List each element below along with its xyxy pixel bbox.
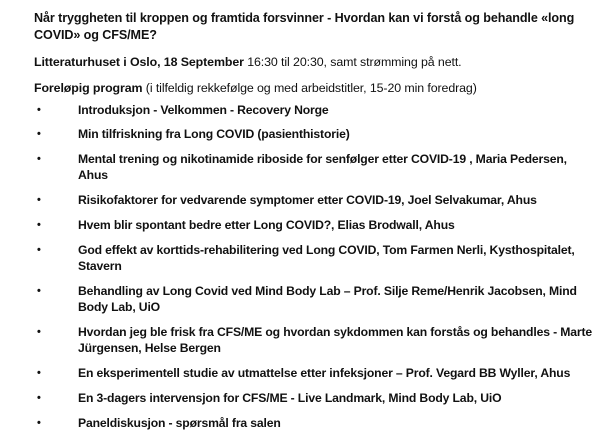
list-item-text: En eksperimentell studie av utmattelse etter infeksjoner – Prof. Vegard BB Wyller, Ahus <box>78 366 571 380</box>
list-item <box>34 324 599 356</box>
bullet-icon: • <box>37 104 41 116</box>
bullet-icon: • <box>37 219 41 231</box>
bullet-icon: • <box>37 244 41 256</box>
list-item <box>34 192 599 208</box>
list-item-text: Behandling av Long Covid ved Mind Body Lab – Prof. Silje Reme/Henrik Jacobsen, Mind Body Lab, UiO <box>78 284 577 314</box>
list-item <box>34 151 599 183</box>
bullet-icon: • <box>37 153 41 165</box>
list-item <box>34 415 599 431</box>
list-item-text: Min tilfriskning fra Long COVID (pasienthistorie) <box>78 127 350 141</box>
program-heading <box>34 80 599 96</box>
bullet-icon: • <box>37 285 41 297</box>
bullet-icon: • <box>37 326 41 338</box>
list-item-text: Paneldiskusjon - spørsmål fra salen <box>78 416 281 430</box>
list-item-text: God effekt av korttids-rehabilitering ved Long COVID, Tom Farmen Nerli, Kysthospitalet, Stavern <box>78 243 575 273</box>
bullet-icon: • <box>37 194 41 206</box>
list-item <box>34 390 599 406</box>
bullet-icon: • <box>37 392 41 404</box>
program-note: (i tilfeldig rekkefølge og med arbeidstitler, 15-20 min foredrag) <box>142 81 477 95</box>
list-item-text: En 3-dagers intervensjon for CFS/ME - Live Landmark, Mind Body Lab, UiO <box>78 391 502 405</box>
venue-time-streaming: 16:30 til 20:30, samt strømming på nett. <box>243 55 462 69</box>
bullet-icon: • <box>37 128 41 140</box>
list-item-text: Mental trening og nikotinamide riboside for senfølger etter COVID-19 , Maria Pedersen, Ahus <box>78 152 567 182</box>
list-item-text: Hvordan jeg ble frisk fra CFS/ME og hvordan sykdommen kan forstås og behandles - Marte Jürgensen, Helse Bergen <box>78 325 592 355</box>
list-item <box>34 283 599 315</box>
list-item-text: Hvem blir spontant bedre etter Long COVID?, Elias Brodwall, Ahus <box>78 218 455 232</box>
program-list <box>34 102 599 431</box>
bullet-icon: • <box>37 367 41 379</box>
list-item-text: Risikofaktorer for vedvarende symptomer etter COVID-19, Joel Selvakumar, Ahus <box>78 193 537 207</box>
venue-place-date: Litteraturhuset i Oslo, 18 September <box>34 55 244 69</box>
program-label: Foreløpig program <box>34 81 143 95</box>
list-item <box>34 365 599 381</box>
list-item-text: Introduksjon - Velkommen - Recovery Norge <box>78 103 329 117</box>
bullet-icon: • <box>37 417 41 429</box>
list-item <box>34 126 599 142</box>
list-item <box>34 102 599 118</box>
list-item <box>34 242 599 274</box>
venue-line <box>34 54 599 70</box>
list-item <box>34 217 599 233</box>
document-title: Når tryggheten til kroppen og framtida forsvinner - Hvordan kan vi forstå og behandle «long COVID» og CFS/ME? <box>34 11 575 42</box>
